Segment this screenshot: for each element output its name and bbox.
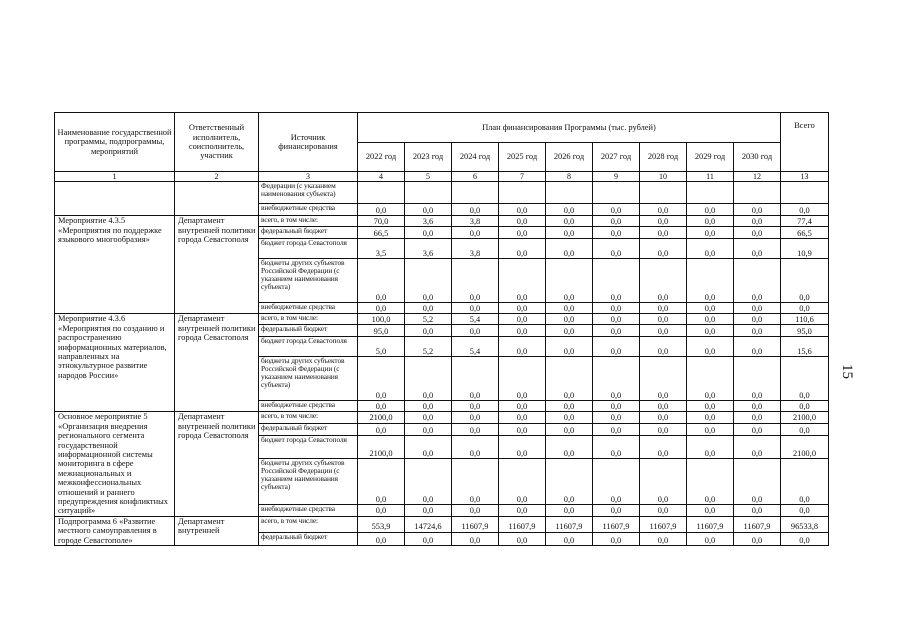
year-value: 0,0 [640, 412, 687, 423]
year-value: 0,0 [499, 314, 546, 325]
year-value: 0,0 [734, 239, 781, 259]
name-cell-continued [55, 182, 175, 216]
year-value: 0,0 [546, 259, 593, 303]
year-value: 0,0 [499, 423, 546, 436]
header-total: Всего [781, 113, 829, 172]
year-value: 0,0 [593, 216, 640, 227]
year-value [405, 182, 452, 204]
year-value: 0,0 [405, 505, 452, 517]
year-value: 0,0 [734, 337, 781, 357]
year-value: 11607,9 [593, 516, 640, 532]
responsible-executor: Департамент внутренней политики города Севастополя [175, 314, 259, 412]
year-value: 0,0 [640, 436, 687, 459]
total-value: 77,4 [781, 216, 829, 227]
year-value: 0,0 [687, 423, 734, 436]
funding-source: всего, в том числе: [259, 412, 358, 423]
column-index: 5 [405, 172, 452, 182]
year-value: 0,0 [546, 227, 593, 239]
year-value: 0,0 [499, 259, 546, 303]
year-value: 0,0 [546, 459, 593, 505]
year-value: 11607,9 [640, 516, 687, 532]
header-name: Наименование государственной программы, подпрограммы, мероприятий [55, 113, 175, 172]
year-value: 0,0 [546, 401, 593, 412]
header-year: 2026 год [546, 143, 593, 172]
year-value: 66,5 [358, 227, 405, 239]
total-value: 0,0 [781, 259, 829, 303]
year-value: 11607,9 [687, 516, 734, 532]
column-index: 6 [452, 172, 499, 182]
year-value: 0,0 [593, 412, 640, 423]
total-value: 0,0 [781, 303, 829, 314]
year-value: 14724,6 [405, 516, 452, 532]
table-row [55, 516, 829, 532]
year-value: 0,0 [499, 227, 546, 239]
year-value: 0,0 [452, 325, 499, 337]
year-value: 11607,9 [452, 516, 499, 532]
total-value: 0,0 [781, 357, 829, 401]
year-value: 0,0 [687, 532, 734, 546]
measure-name: Подпрограмма 6 «Развитие местного самоуправления в городе Севастополе» [55, 516, 175, 545]
year-value: 0,0 [734, 357, 781, 401]
header-plan: План финансирования Программы (тыс. рублей) [358, 113, 781, 143]
year-value: 0,0 [687, 216, 734, 227]
year-value: 0,0 [593, 325, 640, 337]
year-value: 0,0 [405, 423, 452, 436]
year-value: 0,0 [640, 216, 687, 227]
year-value: 0,0 [593, 314, 640, 325]
year-value: 553,9 [358, 516, 405, 532]
year-value: 5,0 [358, 337, 405, 357]
year-value: 0,0 [734, 532, 781, 546]
year-value [687, 182, 734, 204]
year-value: 0,0 [687, 337, 734, 357]
year-value: 0,0 [687, 357, 734, 401]
year-value: 0,0 [734, 227, 781, 239]
year-value: 0,0 [452, 204, 499, 216]
total-value: 95,0 [781, 325, 829, 337]
year-value: 0,0 [687, 401, 734, 412]
year-value: 0,0 [734, 204, 781, 216]
year-value: 0,0 [640, 337, 687, 357]
year-value: 0,0 [358, 459, 405, 505]
year-value: 0,0 [405, 401, 452, 412]
funding-source: Федерации (с указанием наименования субъекта) [259, 182, 358, 204]
year-value: 0,0 [734, 459, 781, 505]
year-value: 0,0 [546, 239, 593, 259]
year-value: 0,0 [640, 259, 687, 303]
year-value: 0,0 [687, 259, 734, 303]
header-year: 2025 год [499, 143, 546, 172]
year-value: 0,0 [640, 459, 687, 505]
financing-table [54, 112, 829, 546]
year-value: 0,0 [452, 357, 499, 401]
total-value: 10,9 [781, 239, 829, 259]
year-value: 0,0 [405, 325, 452, 337]
table-row [55, 182, 829, 204]
funding-source: бюджет города Севастополя [259, 337, 358, 357]
year-value: 0,0 [358, 532, 405, 546]
column-index: 9 [593, 172, 640, 182]
funding-source: бюджеты других субъектов Российской Федерации (с указанием наименования субъекта) [259, 357, 358, 401]
year-value: 0,0 [593, 357, 640, 401]
year-value: 0,0 [499, 216, 546, 227]
year-value: 95,0 [358, 325, 405, 337]
year-value: 0,0 [499, 459, 546, 505]
year-value [452, 182, 499, 204]
year-value: 70,0 [358, 216, 405, 227]
year-value: 0,0 [687, 505, 734, 517]
year-value: 0,0 [593, 532, 640, 546]
year-value: 5,4 [452, 314, 499, 325]
year-value: 0,0 [593, 259, 640, 303]
header-year: 2024 год [452, 143, 499, 172]
total-value: 0,0 [781, 459, 829, 505]
year-value: 11607,9 [499, 516, 546, 532]
year-value: 0,0 [358, 401, 405, 412]
year-value: 0,0 [546, 314, 593, 325]
year-value: 0,0 [593, 227, 640, 239]
header-year: 2030 год [734, 143, 781, 172]
year-value: 0,0 [593, 423, 640, 436]
year-value: 0,0 [546, 357, 593, 401]
year-value: 0,0 [499, 532, 546, 546]
table-row [55, 216, 829, 227]
executor-cell-continued [175, 182, 259, 216]
year-value: 0,0 [546, 303, 593, 314]
year-value: 0,0 [499, 325, 546, 337]
total-value: 0,0 [781, 505, 829, 517]
year-value: 0,0 [405, 227, 452, 239]
year-value: 0,0 [546, 325, 593, 337]
funding-source: федеральный бюджет [259, 532, 358, 546]
year-value: 0,0 [499, 412, 546, 423]
header-executor: Ответственный исполнитель, соисполнитель, участник [175, 113, 259, 172]
funding-source: бюджеты других субъектов Российской Федерации (с указанием наименования субъекта) [259, 259, 358, 303]
measure-name: Мероприятие 4.3.5 «Мероприятия по поддержке языкового многообразия» [55, 216, 175, 314]
year-value: 0,0 [405, 357, 452, 401]
funding-source: бюджет города Севастополя [259, 239, 358, 259]
table-row [55, 412, 829, 423]
total-value: 0,0 [781, 401, 829, 412]
column-index: 8 [546, 172, 593, 182]
year-value: 0,0 [687, 204, 734, 216]
total-value: 2100,0 [781, 412, 829, 423]
year-value: 0,0 [640, 204, 687, 216]
funding-source: федеральный бюджет [259, 325, 358, 337]
total-value: 0,0 [781, 532, 829, 546]
funding-source: всего, в том числе: [259, 314, 358, 325]
year-value: 0,0 [687, 303, 734, 314]
year-value: 5,2 [405, 337, 452, 357]
year-value: 0,0 [687, 239, 734, 259]
year-value: 0,0 [734, 325, 781, 337]
year-value: 0,0 [546, 532, 593, 546]
responsible-executor: Департамент внутренней политики города Севастополя [175, 412, 259, 516]
year-value: 0,0 [452, 436, 499, 459]
year-value: 0,0 [452, 401, 499, 412]
year-value: 0,0 [499, 239, 546, 259]
column-index: 11 [687, 172, 734, 182]
year-value: 0,0 [499, 401, 546, 412]
column-index: 7 [499, 172, 546, 182]
total-value: 96533,8 [781, 516, 829, 532]
funding-source: бюджет города Севастополя [259, 436, 358, 459]
year-value: 3,5 [358, 239, 405, 259]
year-value: 0,0 [734, 314, 781, 325]
page-number: 15 [839, 364, 855, 379]
year-value: 0,0 [452, 303, 499, 314]
year-value: 0,0 [734, 436, 781, 459]
header-year: 2023 год [405, 143, 452, 172]
year-value: 0,0 [405, 459, 452, 505]
total-value: 15,6 [781, 337, 829, 357]
funding-source: федеральный бюджет [259, 227, 358, 239]
total-value: 0,0 [781, 423, 829, 436]
year-value: 3,8 [452, 216, 499, 227]
header-source: Источник финансирования [259, 113, 358, 172]
year-value: 0,0 [734, 303, 781, 314]
column-index: 1 [55, 172, 175, 182]
total-value [781, 182, 829, 204]
year-value: 0,0 [358, 423, 405, 436]
responsible-executor: Департамент внутренней политики города Севастополя [175, 216, 259, 314]
column-index: 12 [734, 172, 781, 182]
year-value: 0,0 [405, 412, 452, 423]
year-value: 0,0 [593, 459, 640, 505]
column-index: 3 [259, 172, 358, 182]
year-value: 0,0 [734, 412, 781, 423]
header-year: 2027 год [593, 143, 640, 172]
year-value: 0,0 [405, 259, 452, 303]
year-value: 0,0 [452, 412, 499, 423]
year-value: 0,0 [687, 325, 734, 337]
total-value: 110,6 [781, 314, 829, 325]
funding-source: внебюджетные средства [259, 204, 358, 216]
year-value: 0,0 [546, 436, 593, 459]
year-value: 0,0 [687, 436, 734, 459]
total-value: 66,5 [781, 227, 829, 239]
year-value: 0,0 [640, 314, 687, 325]
year-value: 0,0 [546, 216, 593, 227]
year-value: 0,0 [593, 505, 640, 517]
year-value: 0,0 [405, 204, 452, 216]
funding-source: внебюджетные средства [259, 401, 358, 412]
measure-name: Мероприятие 4.3.6 «Мероприятия по созданию и распространению информационных материалов, направленных на этнокультурное развитие народов России» [55, 314, 175, 412]
year-value: 3,8 [452, 239, 499, 259]
year-value [640, 182, 687, 204]
table-row [55, 314, 829, 325]
year-value: 11607,9 [734, 516, 781, 532]
year-value: 2100,0 [358, 412, 405, 423]
column-index: 13 [781, 172, 829, 182]
year-value: 0,0 [640, 401, 687, 412]
funding-source: всего, в том числе: [259, 516, 358, 532]
year-value: 5,4 [452, 337, 499, 357]
year-value [546, 182, 593, 204]
year-value: 0,0 [358, 303, 405, 314]
year-value: 0,0 [546, 204, 593, 216]
year-value: 0,0 [687, 412, 734, 423]
total-value: 2100,0 [781, 436, 829, 459]
year-value: 0,0 [546, 423, 593, 436]
year-value: 0,0 [546, 412, 593, 423]
year-value: 0,0 [640, 423, 687, 436]
year-value: 2100,0 [358, 436, 405, 459]
year-value: 0,0 [358, 259, 405, 303]
year-value: 0,0 [593, 401, 640, 412]
year-value: 0,0 [499, 204, 546, 216]
year-value: 0,0 [452, 459, 499, 505]
year-value: 0,0 [358, 357, 405, 401]
year-value: 0,0 [546, 337, 593, 357]
year-value: 0,0 [734, 505, 781, 517]
year-value: 0,0 [405, 532, 452, 546]
year-value: 0,0 [734, 216, 781, 227]
year-value: 0,0 [358, 505, 405, 517]
year-value [358, 182, 405, 204]
year-value [499, 182, 546, 204]
header-year: 2029 год [687, 143, 734, 172]
year-value: 0,0 [499, 505, 546, 517]
year-value: 0,0 [452, 227, 499, 239]
year-value: 0,0 [452, 259, 499, 303]
year-value: 0,0 [593, 337, 640, 357]
year-value: 0,0 [405, 436, 452, 459]
year-value: 3,6 [405, 239, 452, 259]
year-value: 0,0 [405, 303, 452, 314]
year-value: 0,0 [452, 532, 499, 546]
year-value: 0,0 [593, 204, 640, 216]
year-value: 3,6 [405, 216, 452, 227]
funding-source: внебюджетные средства [259, 303, 358, 314]
year-value: 11607,9 [546, 516, 593, 532]
year-value: 0,0 [687, 314, 734, 325]
funding-source: федеральный бюджет [259, 423, 358, 436]
funding-source: внебюджетные средства [259, 505, 358, 517]
year-value: 0,0 [640, 357, 687, 401]
column-index: 2 [175, 172, 259, 182]
year-value: 100,0 [358, 314, 405, 325]
year-value: 0,0 [640, 532, 687, 546]
total-value: 0,0 [781, 204, 829, 216]
column-index: 10 [640, 172, 687, 182]
year-value: 0,0 [593, 239, 640, 259]
year-value: 0,0 [499, 436, 546, 459]
year-value: 0,0 [640, 239, 687, 259]
year-value: 0,0 [358, 204, 405, 216]
responsible-executor: Департамент внутренней [175, 516, 259, 545]
header-year: 2022 год [358, 143, 405, 172]
year-value: 0,0 [499, 303, 546, 314]
year-value: 0,0 [593, 436, 640, 459]
year-value: 0,0 [546, 505, 593, 517]
year-value [734, 182, 781, 204]
year-value: 0,0 [499, 357, 546, 401]
column-index: 4 [358, 172, 405, 182]
year-value: 0,0 [640, 303, 687, 314]
year-value: 0,0 [640, 505, 687, 517]
funding-source: всего, в том числе: [259, 216, 358, 227]
year-value: 0,0 [640, 325, 687, 337]
funding-source: бюджеты других субъектов Российской Федерации (с указанием наименования субъекта) [259, 459, 358, 505]
year-value: 0,0 [640, 227, 687, 239]
year-value: 0,0 [452, 423, 499, 436]
year-value: 0,0 [687, 459, 734, 505]
year-value [593, 182, 640, 204]
year-value: 0,0 [687, 227, 734, 239]
measure-name: Основное мероприятие 5 «Организация внедрения регионального сегмента государственной информационной системы мониторинга в сфере межнациональных и межконфессиональных отношений и раннего предупреждения конфликтных ситуаций» [55, 412, 175, 516]
year-value: 5,2 [405, 314, 452, 325]
header-year: 2028 год [640, 143, 687, 172]
year-value: 0,0 [734, 401, 781, 412]
year-value: 0,0 [452, 505, 499, 517]
year-value: 0,0 [734, 423, 781, 436]
year-value: 0,0 [593, 303, 640, 314]
year-value: 0,0 [734, 259, 781, 303]
year-value: 0,0 [499, 337, 546, 357]
